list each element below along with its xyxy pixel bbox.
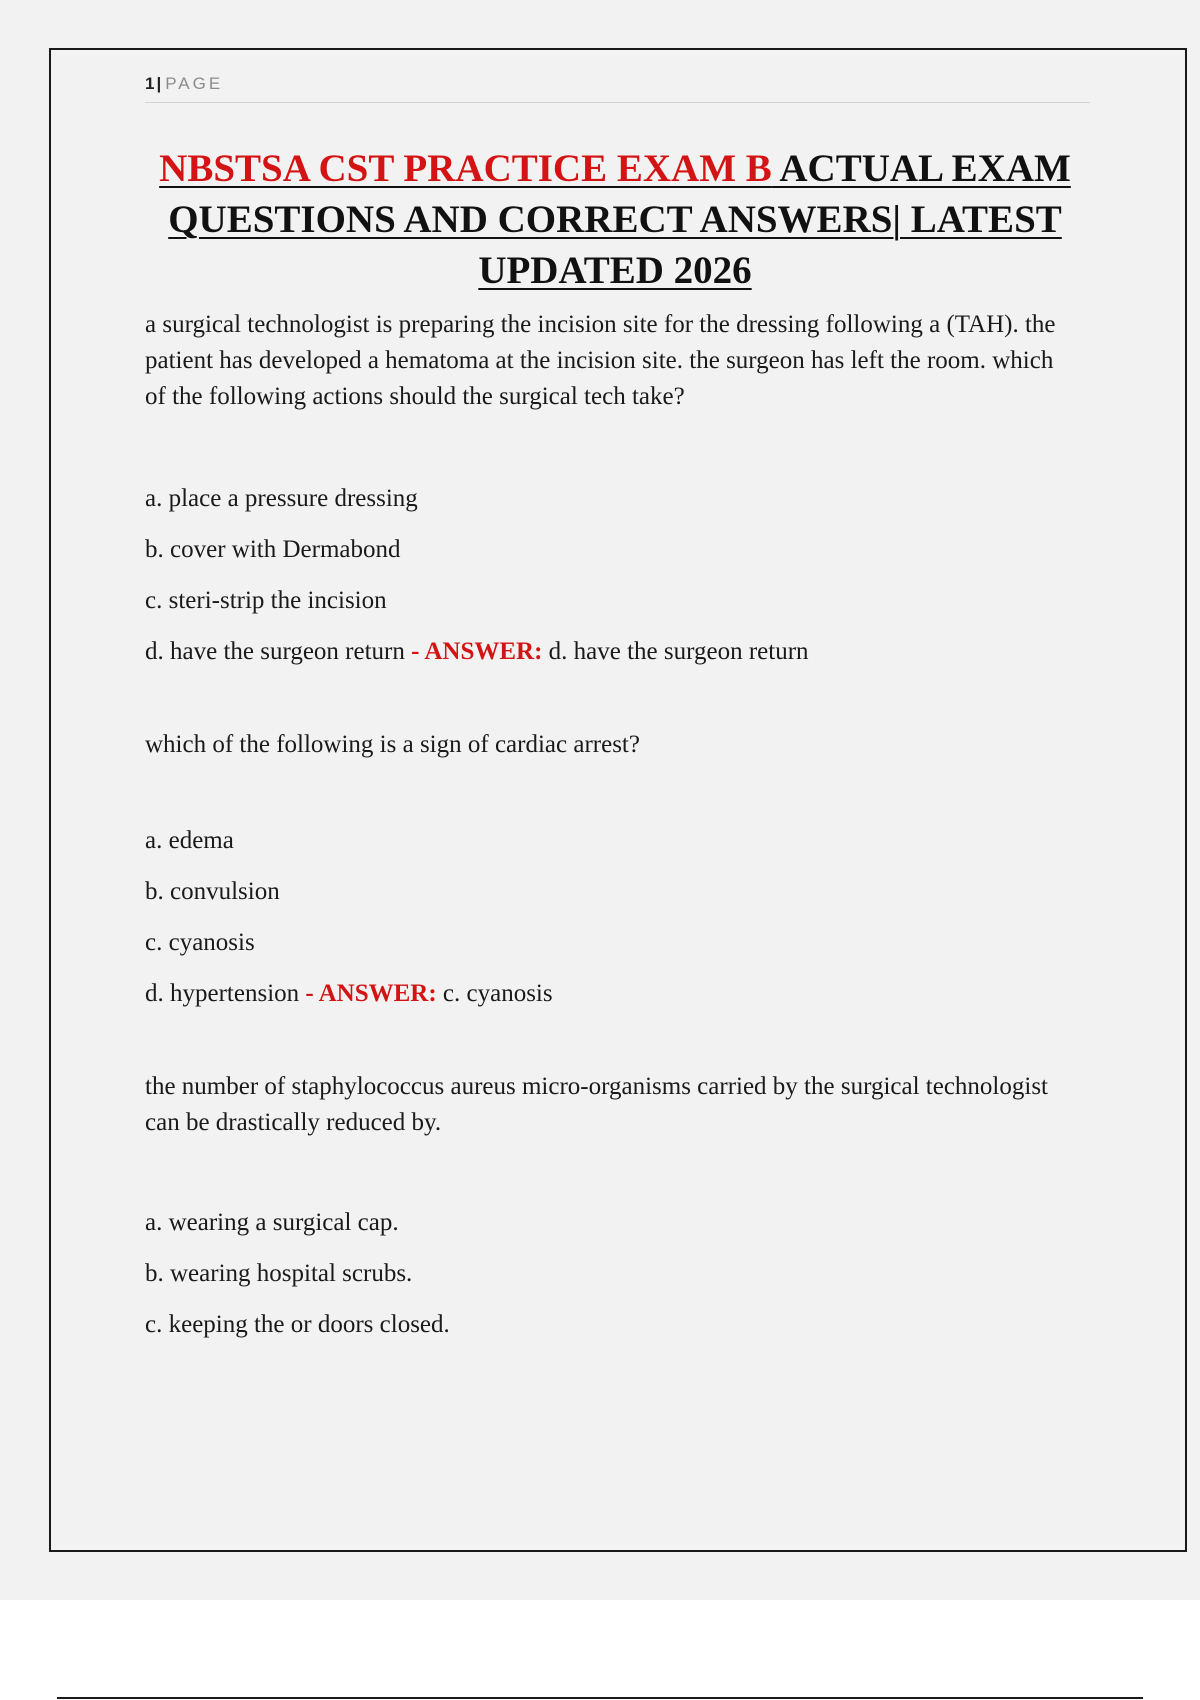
option-b: b. wearing hospital scrubs. xyxy=(145,1260,413,1287)
option-d-with-answer xyxy=(145,968,1080,1019)
answer-marker: - ANSWER: xyxy=(411,638,543,665)
question-3 xyxy=(145,1069,1080,1350)
question-text: a surgical technologist is preparing the incision site for the dressing following a (TAH). the patient has developed a hematoma at the incision site. the surgeon has left the room. which of the following actions should the surgical tech take? xyxy=(145,311,1056,410)
option-c: c. keeping the or doors closed. xyxy=(145,1311,450,1338)
question-1 xyxy=(145,307,1080,677)
answer-text: c. cyanosis xyxy=(442,980,553,1007)
option-a: a. wearing a surgical cap. xyxy=(145,1209,399,1236)
option-list xyxy=(145,473,1080,677)
option-list xyxy=(145,815,1080,1019)
question-text: which of the following is a sign of cardiac arrest? xyxy=(145,731,640,758)
page-label: PAGE xyxy=(165,74,224,93)
option-d-with-answer xyxy=(145,626,1080,677)
option-d: d. have the surgeon return xyxy=(145,638,405,665)
answer-text: d. have the surgeon return xyxy=(548,638,809,665)
title-rest: ACTUAL EXAM QUESTIONS AND CORRECT ANSWERS| LATEST UPDATED 2026 xyxy=(168,147,1071,292)
title-red-part: NBSTSA CST PRACTICE EXAM B xyxy=(159,147,772,190)
question-content xyxy=(145,307,1080,1350)
document-title xyxy=(120,143,1110,296)
question-text: the number of staphylococcus aureus micro-organisms carried by the surgical technologist can be drastically reduced by. xyxy=(145,1073,1048,1136)
page-separator: | xyxy=(156,74,162,93)
next-page-divider xyxy=(57,1697,1143,1699)
page-header xyxy=(145,72,1090,103)
option-a: a. place a pressure dressing xyxy=(145,485,418,512)
option-b: b. convulsion xyxy=(145,878,280,905)
answer-marker: - ANSWER: xyxy=(305,980,437,1007)
page-number: 1 xyxy=(145,74,155,93)
option-c: c. steri-strip the incision xyxy=(145,587,387,614)
option-list xyxy=(145,1197,1080,1350)
option-c: c. cyanosis xyxy=(145,929,255,956)
option-a: a. edema xyxy=(145,827,234,854)
option-d: d. hypertension xyxy=(145,980,300,1007)
question-2 xyxy=(145,727,1080,1019)
option-b: b. cover with Dermabond xyxy=(145,536,401,563)
